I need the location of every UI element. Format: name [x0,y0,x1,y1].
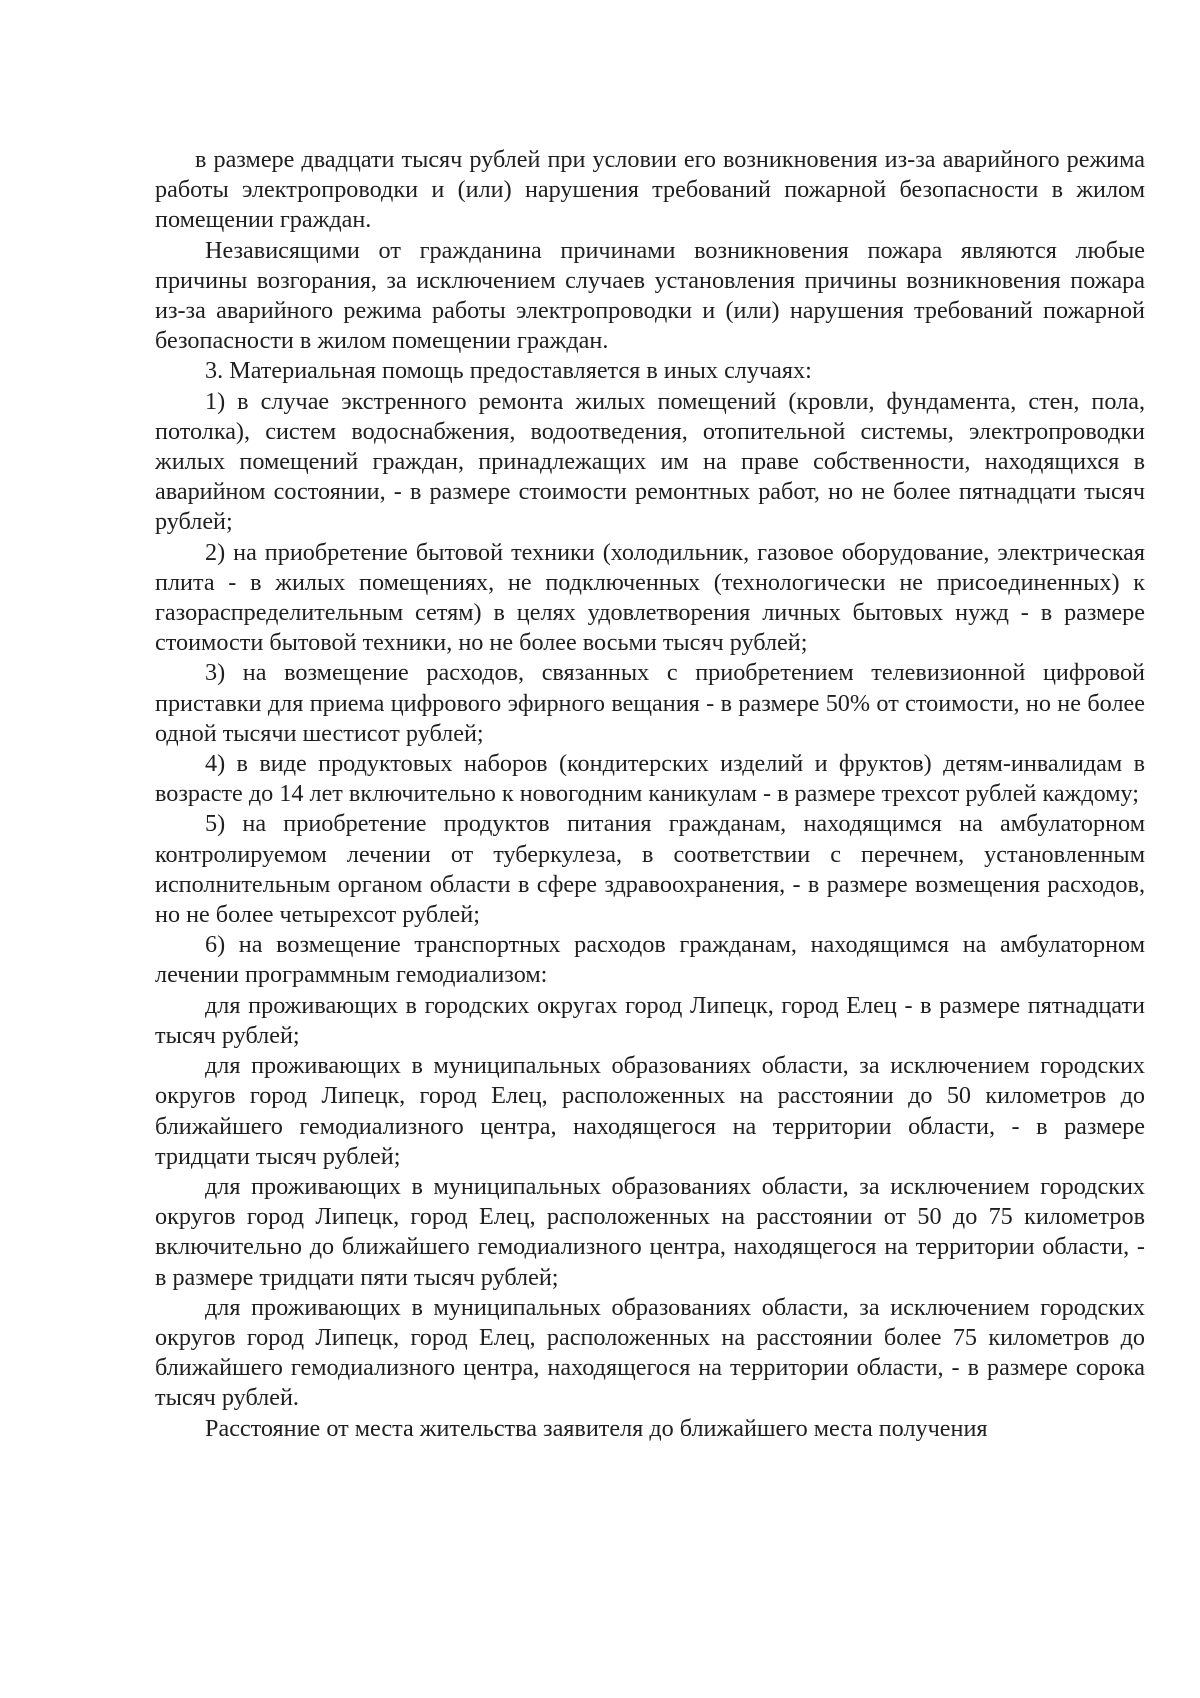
paragraph-section-3: 3. Материальная помощь предоставляется в иных случаях: [205,357,812,385]
paragraph-distance-note: Расстояние от места жительства заявителя до ближайшего места получения [205,1414,988,1442]
paragraph-item-1: 1) в случае экстренного ремонта жилых помещений (кровли, фундамента, стен, пола, потолка), систем водоснабжения, водоотведения, отопительной системы, электропроводки жилых помещений граждан, принадлежащих им на праве собственности, находящихся в аварийном состоянии, - в размере стоимости ремонтных работ, но не более пятнадцати тысяч рублей; [155,387,1145,536]
paragraph-dialysis-cities: для проживающих в городских округах город Липецк, город Елец - в размере пятнадцати тысяч рублей; [155,991,1145,1049]
paragraph-item-5: 5) на приобретение продуктов питания гражданам, находящимся на амбулаторном контролируемом лечении от туберкулеза, в соответствии с перечнем, установленным исполнительным органом области в сфере здравоохранения, - в размере возмещения расходов, но не более четырехсот рублей; [155,810,1145,929]
paragraph-dialysis-50-75km: для проживающих в муниципальных образованиях области, за исключением городских округов город Липецк, город Елец, расположенных на расстоянии от 50 до 75 километров включительно до ближайшего гемодиализного центра, находящегося на территории области, - в размере тридцати пяти тысяч рублей; [155,1172,1145,1291]
document-body [155,145,1145,1444]
paragraph-dialysis-over-75km: для проживающих в муниципальных образованиях области, за исключением городских округов город Липецк, город Елец, расположенных на расстоянии более 75 километров до ближайшего гемодиализного центра, находящегося на территории области, - в размере сорока тысяч рублей. [155,1293,1145,1412]
paragraph-fire-amount: в размере двадцати тысяч рублей при условии его возникновения из-за аварийного режима работы электропроводки и (или) нарушения требований пожарной безопасности в жилом помещении граждан. [155,146,1145,234]
paragraph-item-4: 4) в виде продуктовых наборов (кондитерских изделий и фруктов) детям-инвалидам в возрасте до 14 лет включительно к новогодним каникулам - в размере трехсот рублей каждому; [155,750,1145,808]
paragraph-item-3: 3) на возмещение расходов, связанных с приобретением телевизионной цифровой приставки для приема цифрового эфирного вещания - в размере 50% от стоимости, но не более одной тысячи шестисот рублей; [155,659,1145,747]
paragraph-item-2: 2) на приобретение бытовой техники (холодильник, газовое оборудование, электрическая плита - в жилых помещениях, не подключенных (технологически не присоединенных) к газораспределительным сетям) в целях удовлетворения личных бытовых нужд - в размере стоимости бытовой техники, но не более восьми тысяч рублей; [155,538,1145,657]
paragraph-item-6: 6) на возмещение транспортных расходов гражданам, находящимся на амбулаторном лечении программным гемодиализом: [155,931,1145,989]
paragraph-fire-causes: Независящими от гражданина причинами возникновения пожара являются любые причины возгорания, за исключением случаев установления причины возникновения пожара из-за аварийного режима работы электропроводки и (или) нарушения требований пожарной безопасности в жилом помещении граждан. [155,236,1145,355]
paragraph-dialysis-under-50km: для проживающих в муниципальных образованиях области, за исключением городских округов город Липецк, город Елец, расположенных на расстоянии до 50 километров до ближайшего гемодиализного центра, находящегося на территории области, - в размере тридцати тысяч рублей; [155,1052,1145,1170]
